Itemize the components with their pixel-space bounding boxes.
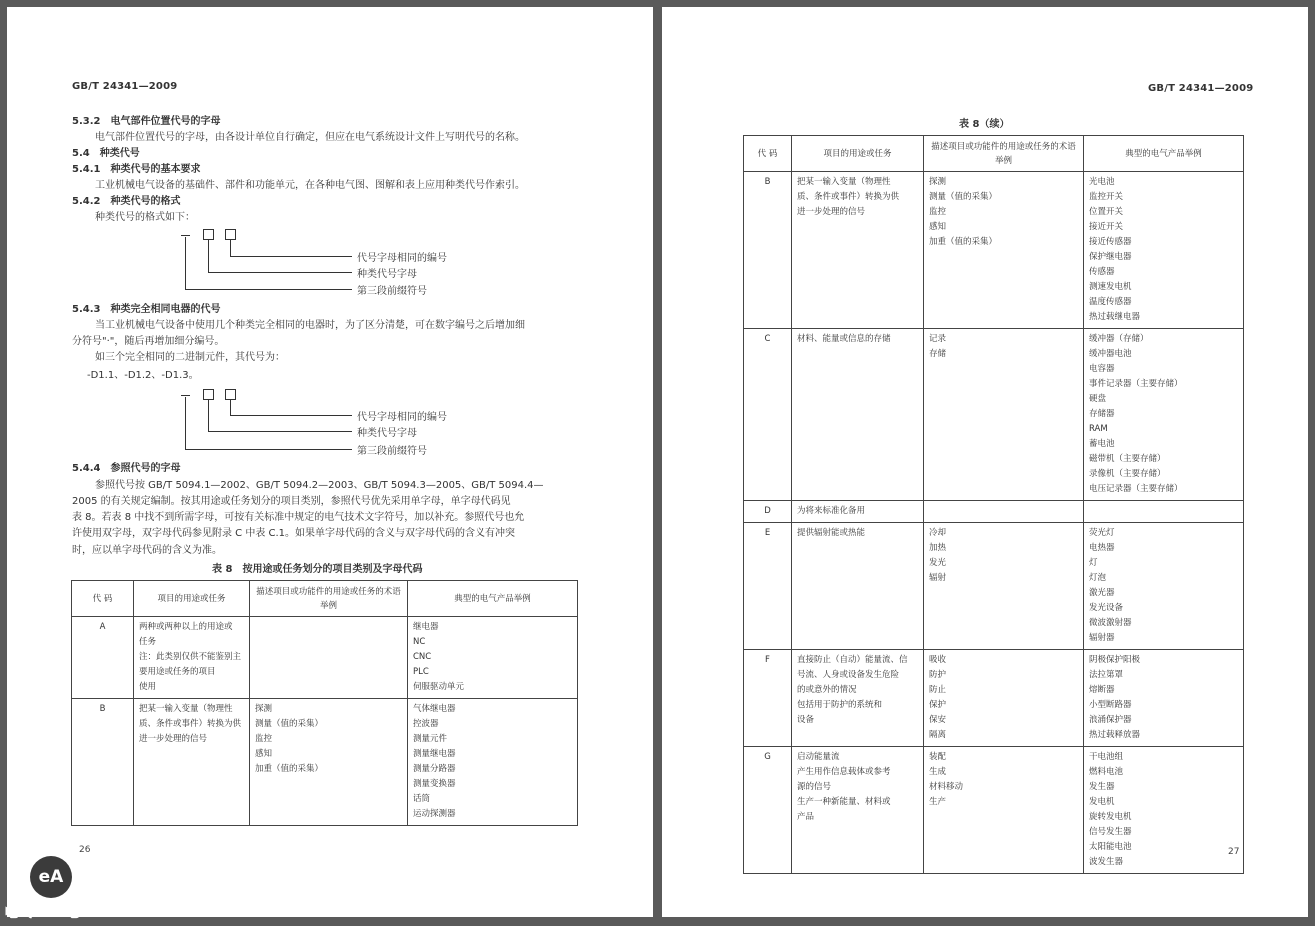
cell-code: G — [744, 747, 792, 874]
cell-terms — [924, 172, 1084, 329]
products-line: 光电池 — [1089, 177, 1115, 187]
diagram-box-number — [225, 229, 236, 240]
purpose-line: 把某一输入变量（物理性 — [139, 704, 233, 714]
cell-terms — [924, 329, 1084, 501]
section-5-4-4-title: 5.4.4 参照代号的字母 — [72, 463, 181, 474]
products-line: 存储器 — [1089, 409, 1115, 419]
terms-line: 防止 — [929, 685, 947, 695]
purpose-line: 提供辐射能或热能 — [797, 528, 866, 538]
products-line: 传感器 — [1089, 267, 1115, 277]
cell-terms — [250, 699, 408, 826]
header-code: 代 码 — [72, 581, 134, 617]
table-row — [744, 747, 1244, 874]
terms-line: 保护 — [929, 700, 947, 710]
section-5-4-4-line-5: 时，应以单字母代码的含义为准。 — [72, 545, 222, 556]
cell-purpose — [134, 617, 250, 699]
section-5-4-2-text: 种类代号的格式如下： — [95, 212, 195, 223]
terms-line: 生产 — [929, 797, 947, 807]
table-body — [744, 172, 1244, 874]
cell-products — [1084, 747, 1244, 874]
products-line: 波发生器 — [1089, 857, 1124, 867]
terms-line: 测量（值的采集） — [929, 192, 998, 202]
diagram-label-letter: 种类代号字母 — [357, 269, 417, 280]
header-terms: 描述项目或功能件的用途或任务的术语举例 — [924, 136, 1084, 172]
section-5-4-title: 5.4 种类代号 — [72, 148, 140, 159]
terms-line: 吸收 — [929, 655, 947, 665]
terms-line: 保安 — [929, 715, 947, 725]
cell-terms — [924, 747, 1084, 874]
header-products: 典型的电气产品举例 — [408, 581, 578, 617]
section-5-4-3-title: 5.4.3 种类完全相同电器的代号 — [72, 304, 221, 315]
cell-code: B — [744, 172, 792, 329]
purpose-line: 把某一输入变量（物理性 — [797, 177, 891, 187]
purpose-line: 生产一种新能量、材料或 — [797, 797, 891, 807]
purpose-line: 产品 — [797, 812, 815, 822]
terms-line: 发光 — [929, 558, 947, 568]
section-5-4-3-p1b: 分符号"·"，随后再增加细分编号。 — [72, 336, 225, 347]
purpose-line: 包括用于防护的系统和 — [797, 700, 883, 710]
cell-purpose — [792, 172, 924, 329]
section-5-4-1-text: 工业机械电气设备的基础件、部件和功能单元，在各种电气图、图解和表上应用种类代号作索引。 — [95, 180, 525, 191]
products-line: CNC — [413, 652, 432, 662]
purpose-line: 进一步处理的信号 — [139, 734, 208, 744]
table-title: 表 8（续） — [959, 119, 1010, 130]
section-5-4-4-line-1: 参照代号按 GB/T 5094.1—2002、GB/T 5094.2—2003、GB/T 5094.3—2005、GB/T 5094.4— — [95, 480, 544, 491]
cell-code: E — [744, 523, 792, 650]
header-code: 代 码 — [744, 136, 792, 172]
section-5-4-4-line-3: 表 8。若表 8 中找不到所需字母，可按有关标准中规定的电气技术文字符号，加以补充。参照代号也允 — [72, 512, 525, 523]
products-line: 录像机（主要存储） — [1089, 469, 1166, 479]
products-line: 干电池组 — [1089, 752, 1124, 762]
diagram-label-prefix: 第三段前缀符号 — [357, 286, 427, 297]
table-title: 表 8 按用途或任务划分的项目类别及字母代码 — [212, 564, 423, 575]
purpose-line: 启动能量流 — [797, 752, 840, 762]
terms-line: 存储 — [929, 349, 947, 359]
watermark-text: 电气CAD吧 — [4, 905, 79, 921]
terms-line: 材料移动 — [929, 782, 964, 792]
products-line: 熔断器 — [1089, 685, 1115, 695]
cell-code: F — [744, 650, 792, 747]
purpose-line: 直接防止（自动）能量流、信 — [797, 655, 908, 665]
header-purpose: 项目的用途或任务 — [134, 581, 250, 617]
cell-terms — [924, 501, 1084, 523]
products-line: 缓冲器电池 — [1089, 349, 1132, 359]
products-line: 事件记录器（主要存储） — [1089, 379, 1183, 389]
terms-line: 加热 — [929, 543, 947, 553]
products-line: 电容器 — [1089, 364, 1115, 374]
products-line: 阴极保护阳极 — [1089, 655, 1141, 665]
terms-line: 生成 — [929, 767, 947, 777]
section-5-4-3-p3: -D1.1、-D1.2、-D1.3。 — [87, 370, 199, 381]
terms-line: 加重（值的采集） — [929, 237, 998, 247]
products-line: 磁带机（主要存储） — [1089, 454, 1166, 464]
products-line: 测量分路器 — [413, 764, 456, 774]
cell-purpose — [792, 523, 924, 650]
code-table — [71, 580, 578, 826]
section-5-4-3-p1a: 当工业机械电气设备中使用几个种类完全相同的电器时，为了区分清楚，可在数字编号之后增加细 — [95, 320, 525, 331]
page-header: GB/T 24341—2009 — [72, 81, 178, 92]
watermark-logo: eA — [30, 856, 72, 898]
left-page — [7, 7, 653, 917]
cell-products — [408, 617, 578, 699]
terms-line: 感知 — [255, 749, 273, 759]
purpose-line: 使用 — [139, 682, 157, 692]
products-line: 小型断路器 — [1089, 700, 1132, 710]
purpose-line: 号流、人身或设备发生危险 — [797, 670, 900, 680]
terms-line: 辐射 — [929, 573, 947, 583]
products-line: 测量继电器 — [413, 749, 456, 759]
products-line: 微波激射器 — [1089, 618, 1132, 628]
terms-line: 监控 — [255, 734, 273, 744]
terms-line: 冷却 — [929, 528, 947, 538]
section-5-3-2-text: 电气部件位置代号的字母，由各设计单位自行确定，但应在电气系统设计文件上写明代号的名称。 — [95, 132, 525, 143]
terms-line: 监控 — [929, 207, 947, 217]
cell-products — [1084, 650, 1244, 747]
purpose-line: 进一步处理的信号 — [797, 207, 866, 217]
purpose-line: 质、条件或事件）转换为供 — [797, 192, 900, 202]
table-row — [744, 329, 1244, 501]
products-line: 热过载释放器 — [1089, 730, 1141, 740]
products-line: 控波器 — [413, 719, 439, 729]
table-row — [744, 501, 1244, 523]
products-line: 测量变换器 — [413, 779, 456, 789]
purpose-line: 任务 — [139, 637, 157, 647]
diagram-box-number — [225, 389, 236, 400]
products-line: 信号发生器 — [1089, 827, 1132, 837]
products-line: 灯 — [1089, 558, 1098, 568]
table-body — [72, 617, 578, 826]
products-line: 伺服驱动单元 — [413, 682, 465, 692]
products-line: 继电器 — [413, 622, 439, 632]
products-line: 辐射器 — [1089, 633, 1115, 643]
table-row — [744, 523, 1244, 650]
products-line: 浪涌保护器 — [1089, 715, 1132, 725]
products-line: 测量元件 — [413, 734, 448, 744]
cell-products — [1084, 523, 1244, 650]
products-line: 发电机 — [1089, 797, 1115, 807]
terms-line: 探测 — [255, 704, 273, 714]
right-page — [662, 7, 1308, 917]
purpose-line: 材料、能量或信息的存储 — [797, 334, 891, 344]
cell-code: C — [744, 329, 792, 501]
section-5-3-2-title: 5.3.2 电气部件位置代号的字母 — [72, 116, 221, 127]
section-5-4-1-title: 5.4.1 种类代号的基本要求 — [72, 164, 201, 175]
terms-line: 测量（值的采集） — [255, 719, 324, 729]
products-line: 荧光灯 — [1089, 528, 1115, 538]
products-line: 旋转发电机 — [1089, 812, 1132, 822]
cell-products — [1084, 329, 1244, 501]
table-row — [72, 699, 578, 826]
products-line: 激光器 — [1089, 588, 1115, 598]
section-5-4-4-line-2: 2005 的有关规定编制。按其用途或任务划分的项目类别，参照代号优先采用单字母，单字母代码见 — [72, 496, 511, 507]
terms-line: 防护 — [929, 670, 947, 680]
code-table-continued — [743, 135, 1244, 874]
products-line: 太阳能电池 — [1089, 842, 1132, 852]
products-line: 法拉第罩 — [1089, 670, 1124, 680]
page-number: 27 — [1228, 847, 1240, 857]
products-line: 热过载继电器 — [1089, 312, 1141, 322]
products-line: 监控开关 — [1089, 192, 1124, 202]
cell-code: A — [72, 617, 134, 699]
cell-products — [408, 699, 578, 826]
table-row — [744, 172, 1244, 329]
diagram-label-prefix: 第三段前缀符号 — [357, 446, 427, 457]
terms-line: 记录 — [929, 334, 947, 344]
cell-purpose — [792, 329, 924, 501]
products-line: NC — [413, 637, 426, 647]
purpose-line: 产生用作信息载体或参考 — [797, 767, 891, 777]
purpose-line: 质、条件或事件）转换为供 — [139, 719, 242, 729]
cell-purpose — [792, 650, 924, 747]
table-header-row — [744, 136, 1244, 172]
products-line: 燃料电池 — [1089, 767, 1124, 777]
products-line: 灯泡 — [1089, 573, 1107, 583]
products-line: 电压记录器（主要存储） — [1089, 484, 1183, 494]
products-line: 位置开关 — [1089, 207, 1124, 217]
cell-terms — [924, 650, 1084, 747]
products-line: 发生器 — [1089, 782, 1115, 792]
cell-purpose — [792, 501, 924, 523]
products-line: 保护继电器 — [1089, 252, 1132, 262]
page-number: 26 — [79, 845, 91, 855]
products-line: 电热器 — [1089, 543, 1115, 553]
header-terms: 描述项目或功能件的用途或任务的术语举例 — [250, 581, 408, 617]
products-line: 运动探测器 — [413, 809, 456, 819]
products-line: PLC — [413, 667, 429, 677]
diagram-label-number: 代号字母相同的编号 — [357, 253, 447, 264]
products-line: 蓄电池 — [1089, 439, 1115, 449]
products-line: 硬盘 — [1089, 394, 1107, 404]
terms-line: 装配 — [929, 752, 947, 762]
watermark — [4, 856, 94, 922]
header-products: 典型的电气产品举例 — [1084, 136, 1244, 172]
diagram-box-letter — [203, 229, 214, 240]
table-header-row — [72, 581, 578, 617]
table-row — [744, 650, 1244, 747]
diagram-dash — [181, 395, 190, 396]
cell-code: D — [744, 501, 792, 523]
cell-terms — [250, 617, 408, 699]
products-line: 话筒 — [413, 794, 431, 804]
purpose-line: 两种或两种以上的用途或 — [139, 622, 233, 632]
diagram-box-letter — [203, 389, 214, 400]
products-line: RAM — [1089, 424, 1108, 434]
terms-line: 探测 — [929, 177, 947, 187]
cell-products — [1084, 172, 1244, 329]
purpose-line: 注：此类别仅供不能鉴别主 — [139, 652, 242, 662]
cell-products — [1084, 501, 1244, 523]
section-5-4-4-line-4: 许使用双字母，双字母代码参见附录 C 中表 C.1。如果单字母代码的含义与双字母代码的含义有冲突 — [72, 528, 516, 539]
terms-line: 感知 — [929, 222, 947, 232]
cell-purpose — [792, 747, 924, 874]
products-line: 温度传感器 — [1089, 297, 1132, 307]
cell-code: B — [72, 699, 134, 826]
purpose-line: 源的信号 — [797, 782, 832, 792]
products-line: 接近开关 — [1089, 222, 1124, 232]
purpose-line: 的或意外的情况 — [797, 685, 857, 695]
products-line: 测速发电机 — [1089, 282, 1132, 292]
purpose-line: 要用途或任务的项目 — [139, 667, 216, 677]
products-line: 发光设备 — [1089, 603, 1124, 613]
cell-purpose — [134, 699, 250, 826]
table-row — [72, 617, 578, 699]
terms-line: 隔离 — [929, 730, 947, 740]
diagram-label-letter: 种类代号字母 — [357, 428, 417, 439]
products-line: 接近传感器 — [1089, 237, 1132, 247]
section-5-4-2-title: 5.4.2 种类代号的格式 — [72, 196, 181, 207]
diagram-label-number: 代号字母相同的编号 — [357, 412, 447, 423]
products-line: 缓冲器（存储） — [1089, 334, 1149, 344]
page-header: GB/T 24341—2009 — [1148, 83, 1254, 94]
purpose-line: 设备 — [797, 715, 815, 725]
cell-terms — [924, 523, 1084, 650]
diagram-dash — [181, 235, 190, 236]
terms-line: 加重（值的采集） — [255, 764, 324, 774]
section-5-4-3-p2: 如三个完全相同的二进制元件，其代号为： — [95, 352, 285, 363]
products-line: 气体继电器 — [413, 704, 456, 714]
header-purpose: 项目的用途或任务 — [792, 136, 924, 172]
purpose-line: 为将来标准化备用 — [797, 506, 866, 516]
